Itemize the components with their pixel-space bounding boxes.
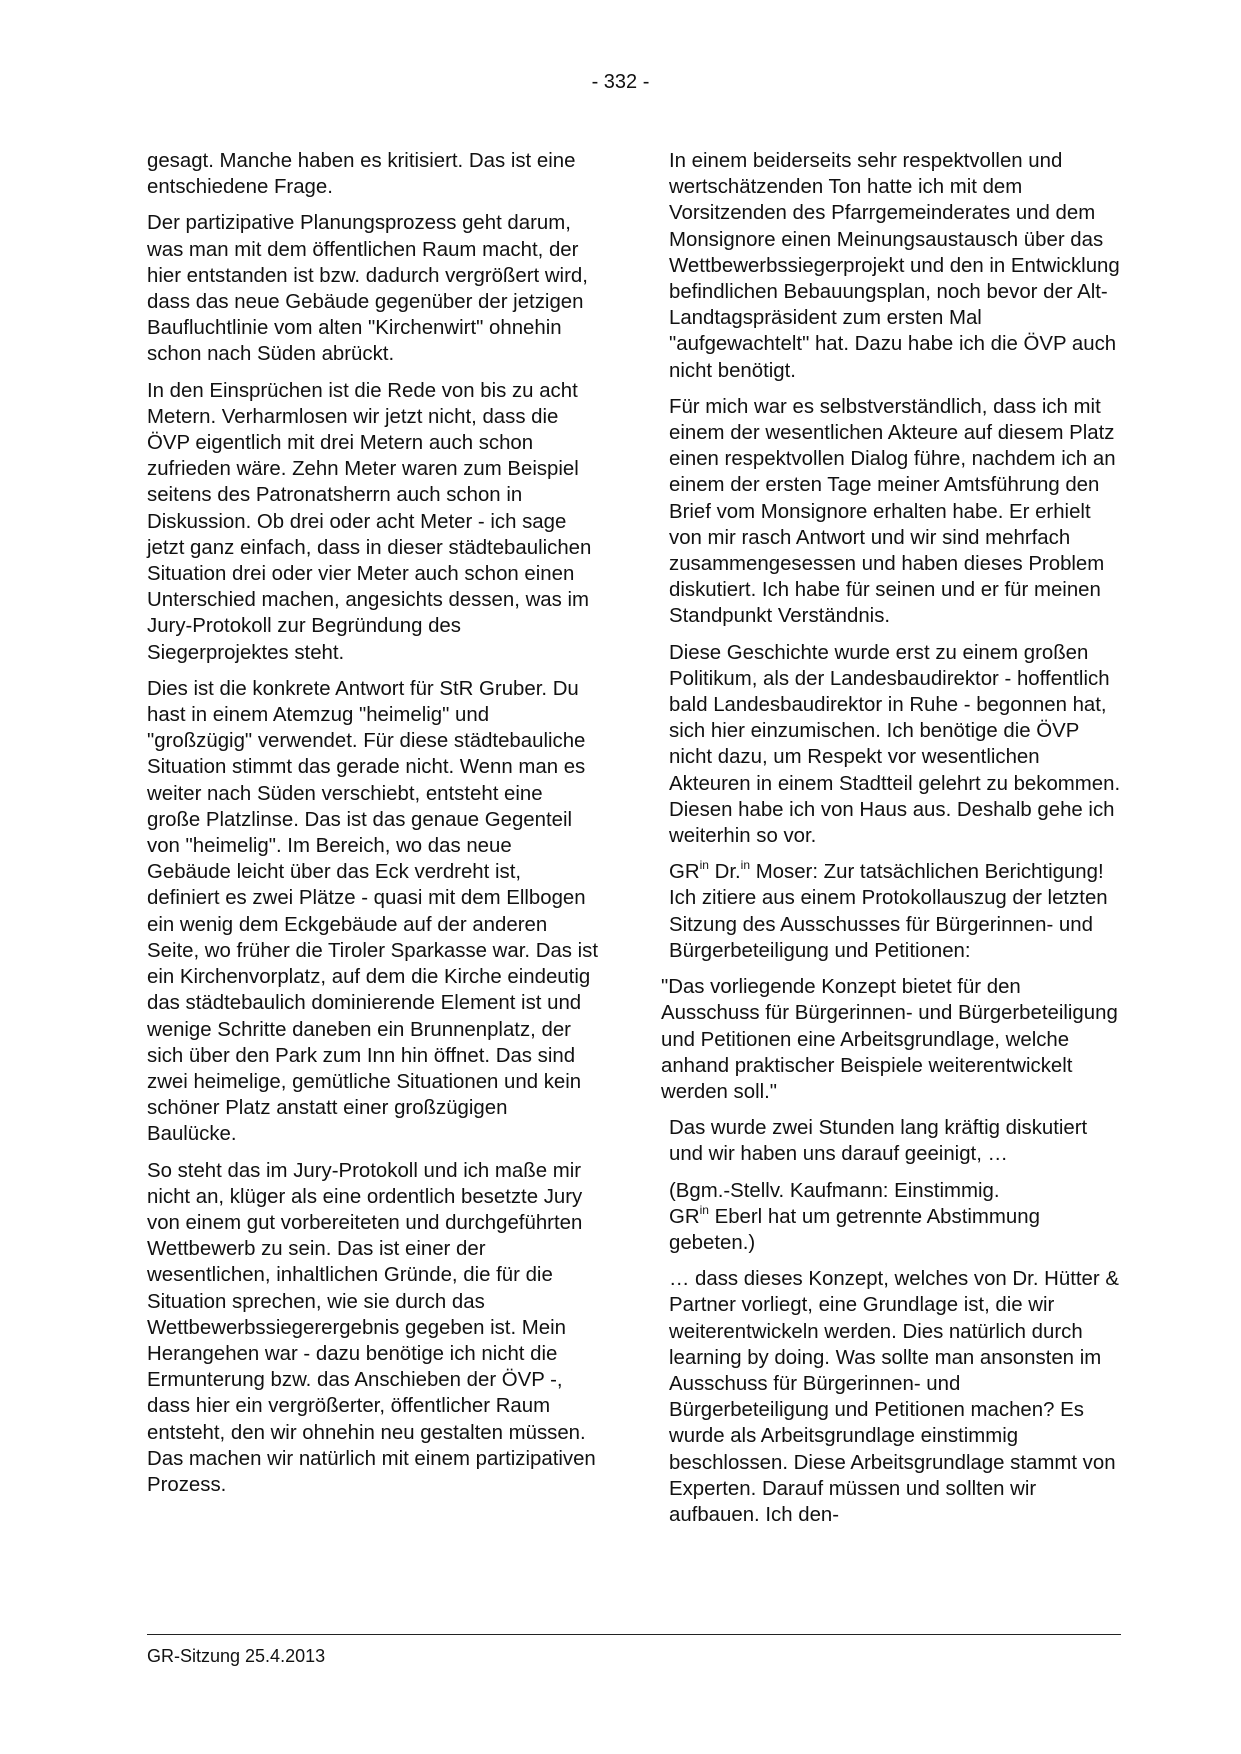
paragraph: Diese Geschichte wurde erst zu einem großen Politikum, als der Landesbaudirektor - hoffentlich bald Landesbaudirektor in Ruhe - begonnen hat, sich hier einzumischen. Ich benötige die ÖVP nicht dazu, um Respekt vor wesentlichen Akteuren in einem Stadtteil gelehrt zu bekommen. Diesen habe ich von Haus aus. Deshalb gehe ich weiterhin so vor. (669, 641, 1121, 848)
quoted-paragraph: "Das vorliegende Konzept bietet für den Ausschuss für Bürgerinnen- und Bürgerbeteiligung und Petitionen eine Arbeitsgrundlage, welche anhand praktischer Beispiele weiterentwickelt werden soll." (661, 976, 1118, 1103)
speaker-title: GR (669, 1205, 700, 1228)
paragraph: Der partizipative Planungsprozess geht darum, was man mit dem öffentlichen Raum macht, der hier entstanden ist bzw. dadurch vergrößert wird, dass das neue Gebäude gegenüber der jetzigen Baufluchtlinie vom alten "Kirchenwirt" ohnehin schon nach Süden abrückt. (147, 212, 588, 366)
interjection-text: Eberl hat um getrennte Abstimmung gebeten.) (669, 1205, 1040, 1254)
interjection-paragraph (669, 1178, 1121, 1257)
paragraph: In einem beiderseits sehr respektvollen und wertschätzenden Ton hatte ich mit dem Vorsitzenden des Pfarrgemeinderates und dem Monsignore einen Meinungsaustausch über das Wettbewerbssiegerprojekt und den in Entwicklung befindlichen Bebauungsplan, noch bevor der Alt-Landtagspräsident zum ersten Mal "aufgewachtelt" hat. Dazu habe ich die ÖVP auch nicht benötigt. (669, 150, 1120, 382)
footer-divider (147, 1634, 1121, 1635)
right-text-column (661, 148, 1121, 1538)
gender-suffix: in (740, 858, 751, 873)
gender-suffix: in (699, 858, 709, 873)
paragraph: In den Einsprüchen ist die Rede von bis zu acht Metern. Verharmlosen wir jetzt nicht, dass die ÖVP eigentlich mit drei Metern auch schon zufrieden wäre. Zehn Meter waren zum Beispiel seitens des Patronatsherrn auch schon in Diskussion. Ob drei oder acht Meter - ich sage jetzt ganz einfach, dass in dieser städtebaulichen Situation drei oder vier Meter auch schon einen Unterschied machen, angesichts dessen, was im Jury-Protokoll zur Begründung des Siegerprojektes steht. (147, 379, 592, 664)
interjection-line: (Bgm.-Stellv. Kaufmann: Einstimmig. (669, 1179, 1000, 1202)
speaker-title: GR (669, 861, 700, 884)
paragraph: So steht das im Jury-Protokoll und ich maße mir nicht an, klüger als eine ordentlich besetzte Jury von einem gut vorbereiteten und durchgeführten Wettbewerb zu sein. Das ist einer der wesentlichen, inhaltlichen Gründe, die für die Situation sprechen, wie sie durch das Wettbewerbssiegerergebnis gegeben ist. Mein Herangehen war - dazu benötige ich nicht die Ermunterung bzw. das Anschieben der ÖVP -, dass hier ein vergrößerter, öffentlicher Raum entsteht, den wir ohnehin neu gestalten müssen. Das machen wir natürlich mit einem partizipativen Prozess. (147, 1159, 596, 1496)
speaker-degree: Dr. (714, 861, 741, 884)
paragraph: Für mich war es selbstverständlich, dass ich mit einem der wesentlichen Akteure auf diesem Platz einen respektvollen Dialog führe, nachdem ich an einem der ersten Tage meiner Amtsführung den Brief vom Monsignore erhalten habe. Er erhielt von mir rasch Antwort und wir sind mehrfach zusammengesessen und haben dieses Problem diskutiert. Ich habe für seinen und er für meinen Standpunkt Verständnis. (669, 395, 1116, 628)
gender-suffix: in (699, 1202, 709, 1217)
paragraph: … dass dieses Konzept, welches von Dr. Hütter & Partner vorliegt, eine Grundlage ist, die wir weiterentwickeln werden. Dies natürlich durch learning by doing. Was sollte man ansonsten im Ausschuss für Bürgerinnen- und Bürgerbeteiligung und Petitionen machen? Es wurde als Arbeitsgrundlage einstimmig beschlossen. Diese Arbeitsgrundlage stammt von Experten. Darauf müssen und sollten wir aufbauen. Ich den- (669, 1268, 1119, 1526)
page-number: - 332 - (591, 71, 650, 93)
speaker-paragraph (669, 859, 1121, 964)
paragraph: Dies ist die konkrete Antwort für StR Gruber. Du hast in einem Atemzug "heimelig" und "großzügig" verwendet. Für diese städtebauliche Situation stimmt das gerade nicht. Wenn man es weiter nach Süden verschiebt, entsteht eine große Platzlinse. Das ist das genaue Gegenteil von "heimelig". Im Bereich, wo das neue Gebäude leicht über das Eck verdreht ist, definiert es zwei Plätze - quasi mit dem Ellbogen ein wenig dem Eckgebäude auf der anderen Seite, wo früher die Tiroler Sparkasse war. Das ist ein Kirchenvorplatz, auf dem die Kirche eindeutig das städtebaulich dominierende Element ist und wenige Schritte daneben ein Brunnenplatz, der sich über den Park zum Inn hin öffnet. Das sind zwei heimelige, gemütliche Situationen und kein schöner Platz anstatt einer großzügigen Baulücke. (147, 677, 599, 1146)
left-text-column (147, 148, 599, 1508)
paragraph: gesagt. Manche haben es kritisiert. Das ist eine entschiedene Frage. (147, 150, 576, 199)
speaker-text: Moser: Zur tatsächlichen Berichtigung! Ich zitiere aus einem Protokollauszug der letzten Sitzung des Ausschusses für Bürgerinnen- und Bürgerbeteiligung und Petitionen: (669, 861, 1108, 962)
paragraph: Das wurde zwei Stunden lang kräftig diskutiert und wir haben uns darauf geeinigt, … (669, 1117, 1088, 1166)
footer-session-date: GR-Sitzung 25.4.2013 (147, 1646, 326, 1666)
